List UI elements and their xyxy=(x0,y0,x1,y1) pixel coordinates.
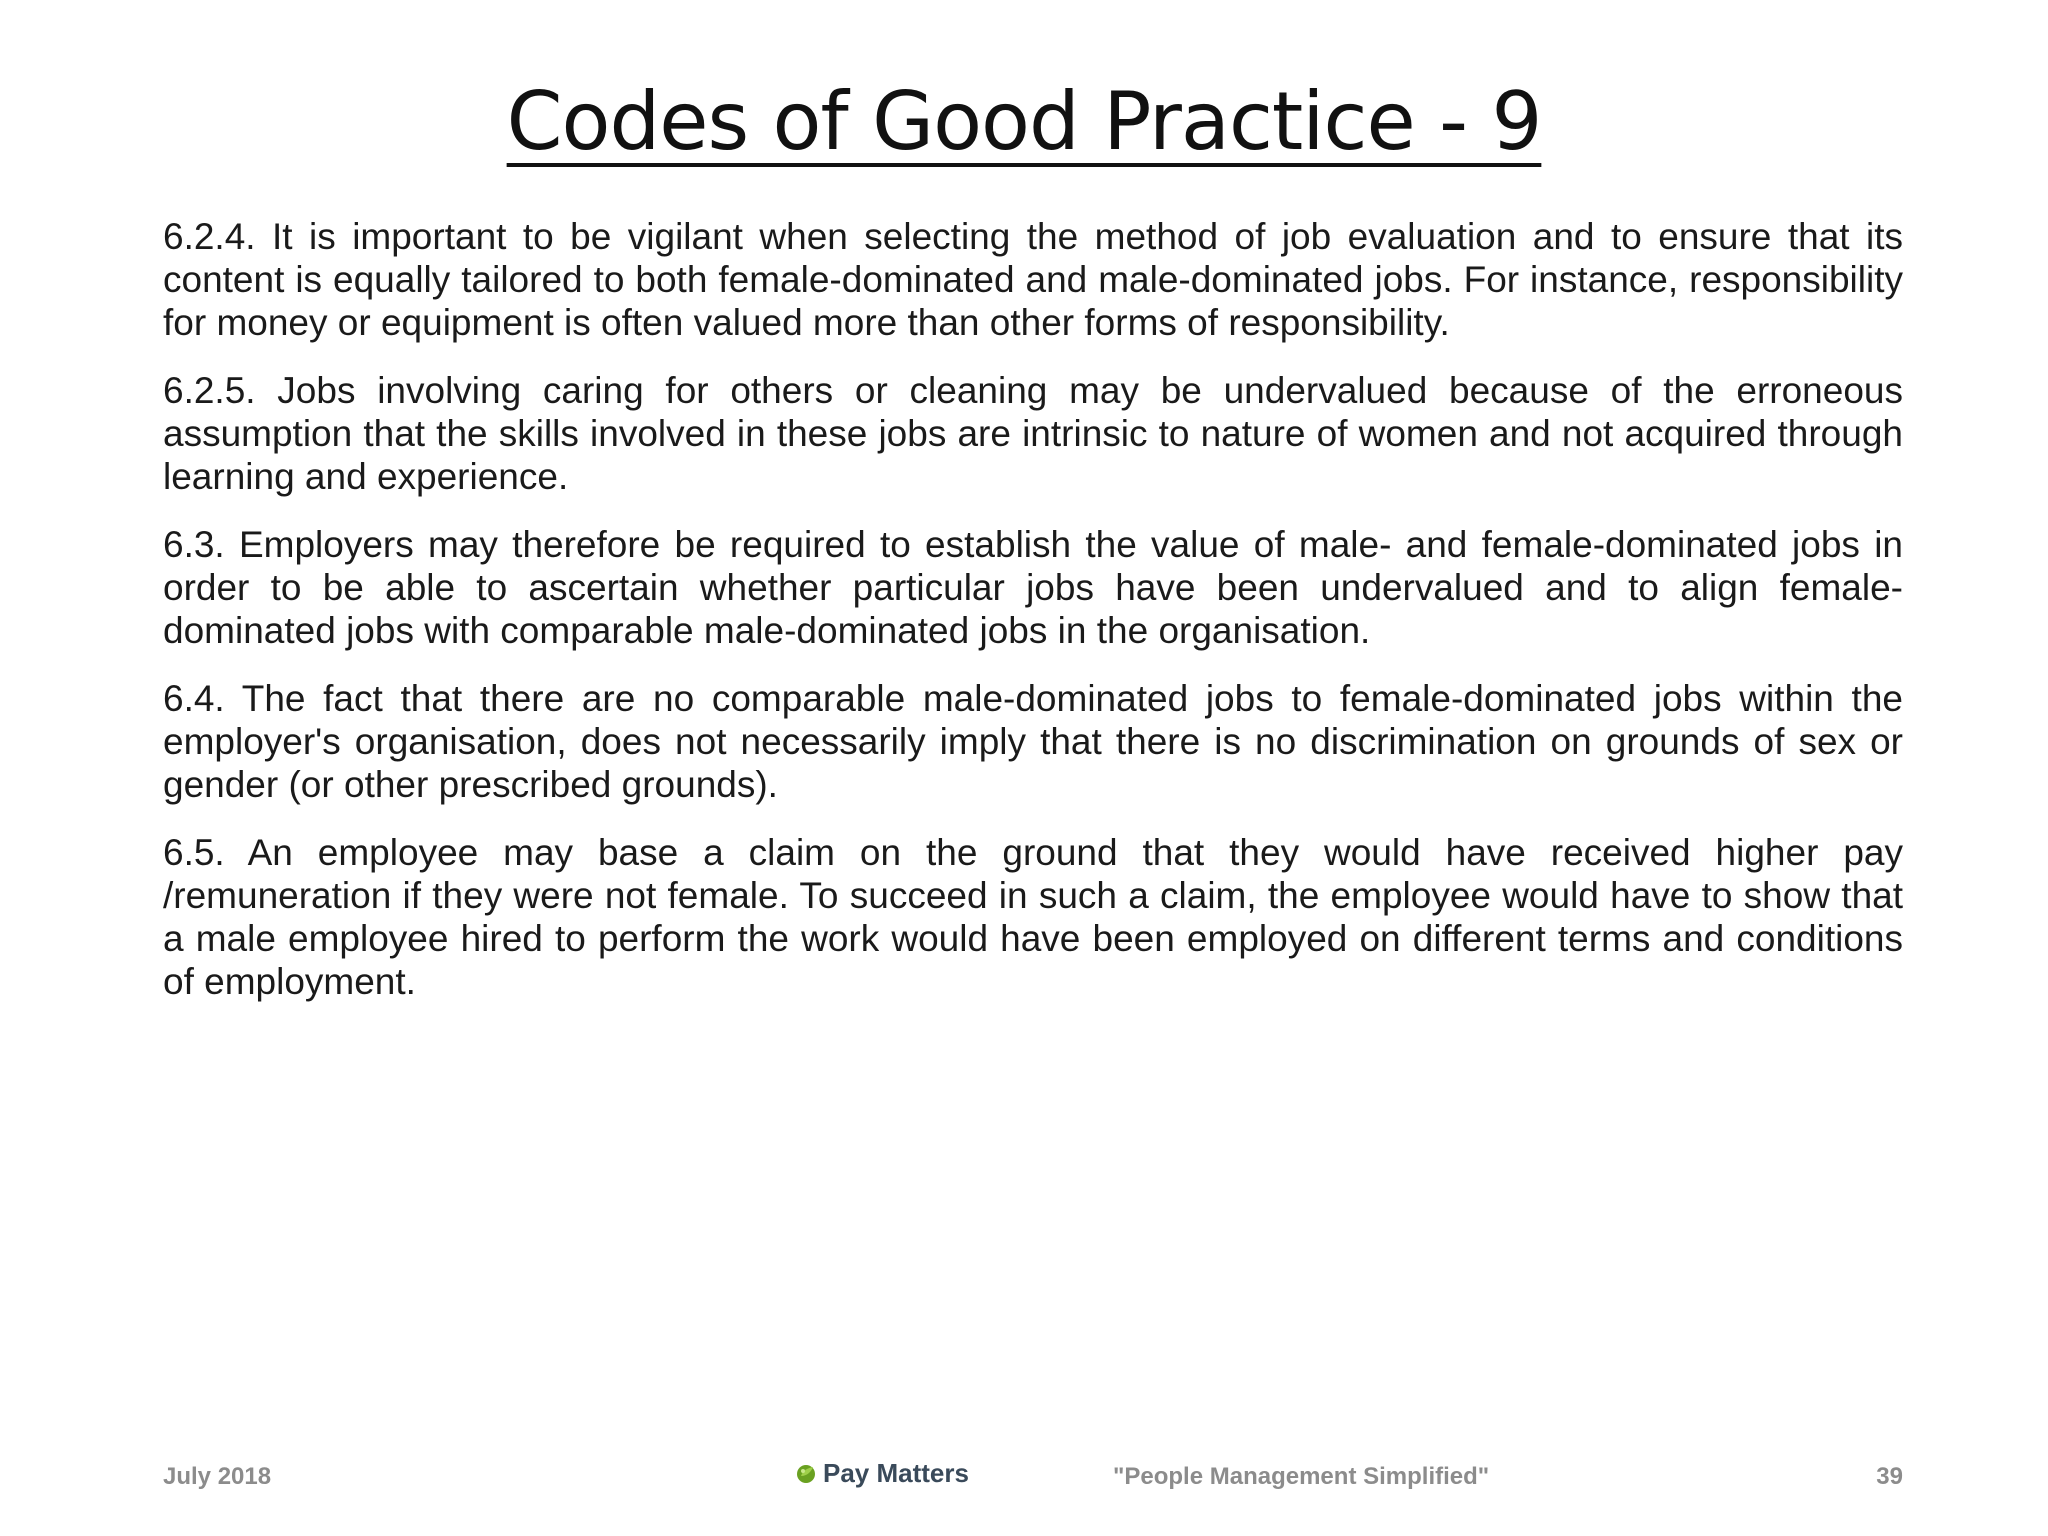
paragraph-6-3: 6.3. Employers may therefore be required to establish the value of male- and female-dominated jobs in order to be able to ascertain whether particular jobs have been undervalued and to align female-dominated jobs with comparable male-dominated jobs in the organisation. xyxy=(163,524,1903,651)
page-number: 39 xyxy=(1876,1463,1903,1490)
footer-date: July 2018 xyxy=(163,1463,272,1490)
paragraph-6-4: 6.4. The fact that there are no comparable male-dominated jobs to female-dominated jobs within the employer's organisation, does not necessarily imply that there is no discrimination on grounds of sex or gender (or other prescribed grounds). xyxy=(163,678,1903,805)
slide-body xyxy=(163,215,1903,1028)
footer-tagline: "People Management Simplified" xyxy=(1113,1463,1490,1490)
paragraph-6-5: 6.5. An employee may base a claim on the ground that they would have received higher pay /remuneration if they were not female. To succeed in such a claim, the employee would have to show that a male employee hired to perform the work would have been employed on different terms and conditions of employment. xyxy=(163,832,1903,1002)
green-leaf-icon xyxy=(795,1462,817,1484)
slide-title xyxy=(0,72,2048,172)
slide-title-text: Codes of Good Practice - 9 xyxy=(506,75,1542,168)
paragraph-6-2-5: 6.2.5. Jobs involving caring for others or cleaning may be undervalued because of the erroneous assumption that the skills involved in these jobs are intrinsic to nature of women and not acquired through learning and experience. xyxy=(163,370,1903,497)
logo-text: Pay Matters xyxy=(823,1458,969,1488)
footer-logo xyxy=(795,1458,969,1488)
paragraph-6-2-4: 6.2.4. It is important to be vigilant when selecting the method of job evaluation and to ensure that its content is equally tailored to both female-dominated and male-dominated jobs. For instance, responsibility for money or equipment is often valued more than other forms of responsibility. xyxy=(163,216,1903,343)
